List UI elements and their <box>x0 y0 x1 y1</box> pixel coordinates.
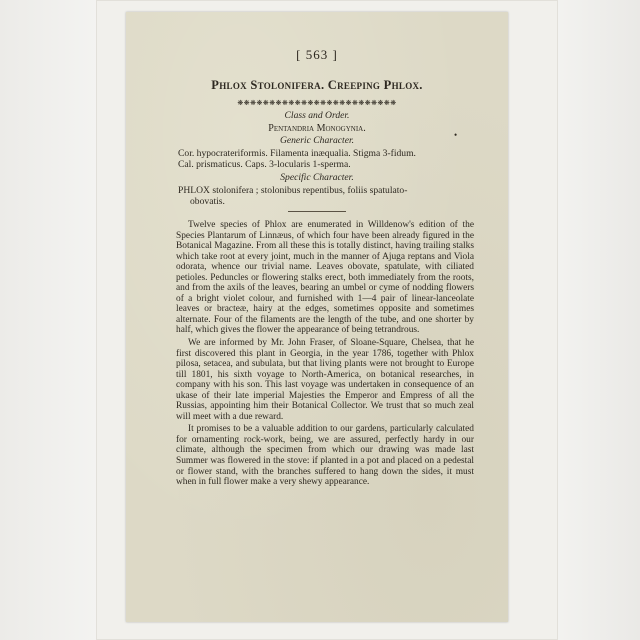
paragraph-3: It promises to be a valuable addition to our gardens, particularly calculated for ornamenting rock-work, being, we are assured, perfectly hardy in our climate, although the specimen from which our drawing was made last Summer was flowered in the stove: if planted in a pot and placed on a pedestal or flower stand, with the branches suffered to hang down the sides, it must when in full flower make a very shewy appearance. <box>176 424 474 488</box>
ornament-rule: ❋❋❋❋❋❋❋❋❋❋❋❋❋❋❋❋❋❋❋❋❋❋❋❋❋ <box>237 99 397 107</box>
page-number: [ 563 ] <box>296 47 338 62</box>
body-text <box>176 220 474 490</box>
ink-mark: • <box>454 130 458 140</box>
generic-character-line-2: Cal. prismaticus. Caps. 3-locularis 1-sperma. <box>178 159 351 170</box>
paragraph-1: Twelve species of Phlox are enumerated in Willdenow's edition of the Species Plantarum of Linnæus, of which four have been already figured in the Botanical Magazine. From all these this is totally distinct, having trailing stalks which take root at every joint, much in the manner of Ajuga reptans and Viola odorata, whence our trivial name. Leaves obovate, spatulate, with ciliated petioles. Peduncles or flowering stalks erect, both immediately from the roots, and from the axils of the leaves, bearing an umbel or cyme of nodding flowers of a bright violet colour, and furnished with 1—4 pair of linear-lanceolate leaves or bracteæ, hairy at the edges, sometimes opposite and sometimes alternate. Four of the filaments are the length of the tube, and one shorter by half, which gives the flower the appearance of being tetrandrous. <box>176 220 474 336</box>
page-title: Phlox Stolonifera. Creeping Phlox. <box>211 78 423 92</box>
specific-character-line-2: obovatis. <box>190 196 225 207</box>
section-divider <box>288 211 346 212</box>
paragraph-2: We are informed by Mr. John Fraser, of Sloane-Square, Chelsea, that he first discovered this plant in Georgia, in the year 1786, together with Phlox pilosa, setacea, and subulata, but that living plants were not brought to Europe till 1801, his sixth voyage to North-America, on botanical researches, in company with his son. This last voyage was undertaken in consequence of an ukase of their late imperial Majesties the Emperor and Empress of all the Russias, appointing him their Botanical Collector. We trust that so much zeal will meet with a due reward. <box>176 338 474 422</box>
specific-character-line-1: PHLOX stolonifera ; stolonibus repentibus, foliis spatulato- <box>178 185 408 196</box>
generic-heading: Generic Character. <box>279 135 355 146</box>
class-heading: Class and Order. <box>284 110 350 121</box>
generic-character-line-1: Cor. hypocrateriformis. Filamenta inæqualia. Stigma 3-fidum. <box>178 148 416 159</box>
specific-heading: Specific Character. <box>280 172 354 183</box>
document-page <box>126 12 508 622</box>
class-value: Pentandria Monogynia. <box>268 123 366 134</box>
